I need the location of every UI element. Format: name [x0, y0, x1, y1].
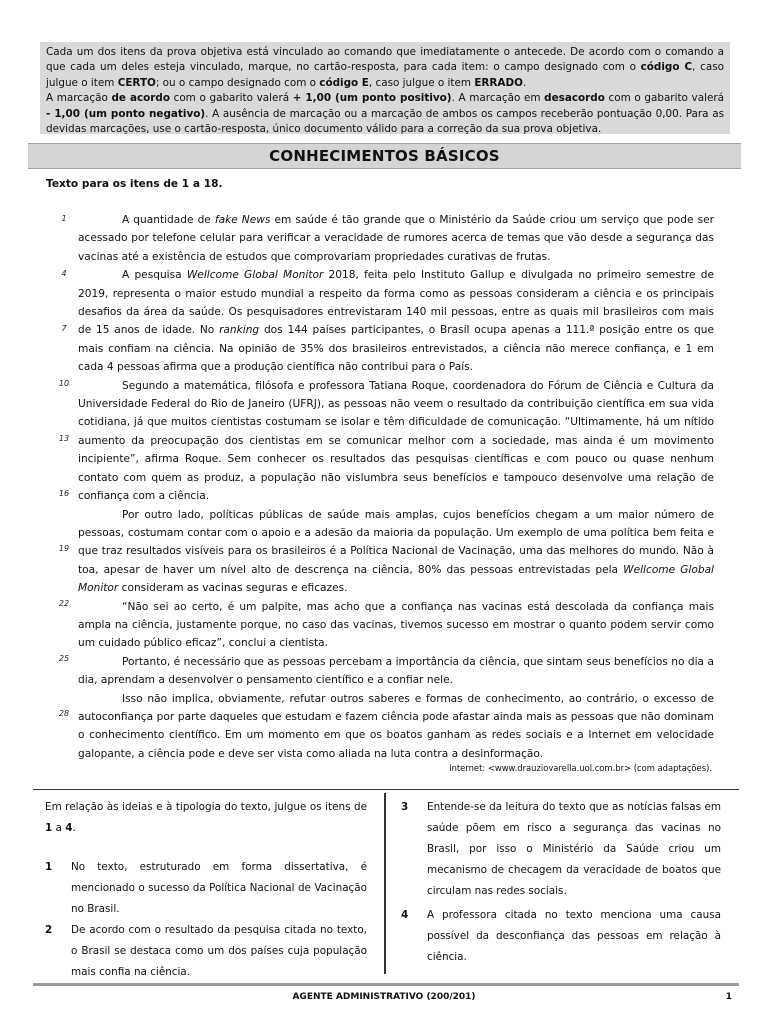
instructions-paragraph-1: Cada um dos itens da prova objetiva está vinculado ao comando que imediatamente o antecede. De acordo com o comando a que cada um deles esteja vinculado, marque, no cartão-resposta, para cada item: o campo designado com o código C, caso julgue o item CERTO; ou o campo designado com o código E, caso julgue o item ERRADO. — [46, 46, 724, 89]
question-number: 3 — [401, 801, 409, 813]
line-number: 7 — [61, 324, 67, 333]
instructions-box — [40, 42, 730, 134]
passage-paragraph: “Não sei ao certo, é um palpite, mas acho que a confiança nas vacinas está descolada da confiança mais ampla na ciência, justamente porque, no caso das vacinas, tivemos sucesso em mostrar o quanto podem servir como um cuidado público eficaz”, conclui a cientista. — [78, 600, 714, 650]
question-item — [401, 797, 721, 902]
question-item — [45, 920, 367, 983]
line-number: 28 — [58, 709, 70, 718]
passage-paragraph: Segundo a matemática, filósofa e professora Tatiana Roque, coordenadora do Fórum de Ciência e Cultura da Universidade Federal do Rio de Janeiro (UFRJ), as pessoas não veem o resultado da contribuição científica em sua vida cotidiana, já que muitos cientistas costumam se isolar e têm dificuldade de comunicação. “Ultimamente, há um nítido aumento da preocupação dos cientistas em se comunicar melhor com a sociedade, mas ainda é um movimento incipiente”, afirma Roque. Sem conhecer os resultados das pesquisas científicas e com pouco ou quase nenhum contato com quem as produz, a população não vislumbra seus benefícios e tampouco desenvolve uma relação de confiança com a ciência. — [78, 379, 714, 503]
question-item — [45, 857, 367, 920]
passage-paragraph: Por outro lado, políticas públicas de saúde mais amplas, cujos benefícios chegam a um maior número de pessoas, costumam contar com o apoio e a adesão da maioria da população. Um exemplo de uma política bem feita e que traz resultados visíveis para os brasileiros é a Política Nacional de Vacinação, uma das melhores do mundo. Não à toa, apesar de haver um nível alto de descrença na ciência, 80% das pessoas entrevistadas pela Wellcome Global Monitor consideram as vacinas seguras e eficazes. — [78, 508, 715, 595]
line-number: 13 — [58, 434, 70, 443]
source-citation: Internet: <www.drauziovarella.uol.com.br> (com adaptações). — [449, 763, 712, 773]
footer-label: AGENTE ADMINISTRATIVO (200/201) — [292, 992, 476, 1002]
question-item — [401, 905, 721, 968]
questions-right-column — [401, 797, 721, 968]
line-number: 19 — [58, 544, 70, 553]
question-text: De acordo com o resultado da pesquisa citada no texto, o Brasil se destaca como um dos países cuja população mais confia na ciência. — [71, 924, 367, 978]
question-text: A professora citada no texto menciona uma causa possível da desconfiança das pessoas em relação à ciência. — [427, 909, 721, 963]
passage-paragraph: A quantidade de fake News em saúde é tão grande que o Ministério da Saúde criou um serviço que pode ser acessado por telefone celular para verificar a veracidade de rumores acerca de temas que vão desde a segurança das vacinas até a existência de estudos que comprovariam propriedades curativas de frutas. — [78, 214, 714, 263]
passage-paragraph: A pesquisa Wellcome Global Monitor 2018, feita pelo Instituto Gallup e divulgada no primeiro semestre de 2019, representa o maior estudo mundial a respeito da forma como as pessoas consideram a ciência e os principais desafios da área da saúde. Os pesquisadores entrevistaram 140 mil pessoas, entre as quais mil brasileiros com mais de 15 anos de idade. No ranking dos 144 países participantes, o Brasil ocupa apenas a 111.ª posição entre os que mais confiam na ciência. Na opinião de 35% dos brasileiros entrevistados, a ciência não merece confiança, e 1 em cada 4 pessoas afirma que a produção científica não contribui para o País. — [78, 269, 714, 374]
questions-intro: Em relação às ideias e à tipologia do texto, julgue os itens de 1 a 4. — [45, 801, 367, 834]
line-number: 1 — [61, 214, 67, 223]
footer-divider — [33, 983, 739, 986]
question-text: Entende-se da leitura do texto que as notícias falsas em saúde põem em risco a segurança das vacinas no Brasil, por isso o Ministério da Saúde criou um mecanismo de checagem da veracidade de boatos que circulam nas redes sociais. — [427, 801, 721, 897]
passage-paragraph: Portanto, é necessário que as pessoas percebam a importância da ciência, que sintam seus benefícios no dia a dia, aprendam a desenvolver o pensamento científico e a confiar nele. — [78, 655, 714, 687]
question-number: 4 — [401, 909, 409, 921]
line-number: 25 — [58, 654, 70, 663]
question-number: 2 — [45, 924, 53, 936]
passage-paragraph: Isso não implica, obviamente, refutar outros saberes e formas de conhecimento, ao contrário, o excesso de autoconfiança por parte daqueles que estudam e fazem ciência pode afastar ainda mais as pessoas que não dominam o conhecimento científico. Em um momento em que os boatos ganham as redes sociais e a Internet em velocidade galopante, a ciência pode e deve ser vista como aliada na luta contra a desinformação. — [78, 692, 714, 760]
column-divider — [384, 793, 386, 974]
line-number: 22 — [58, 599, 70, 608]
questions-left-column — [45, 797, 367, 983]
instructions-paragraph-2: A marcação de acordo com o gabarito valerá + 1,00 (um ponto positivo). A marcação em desacordo com o gabarito valerá - 1,00 (um ponto negativo). A ausência de marcação ou a marcação de ambos os campos receberão pontuação 0,00. Para as devidas marcações, use o cartão-resposta, único documento válido para a correção da sua prova objetiva. — [46, 92, 724, 136]
text-intro: Texto para os itens de 1 a 18. — [46, 178, 223, 190]
page-number: 1 — [725, 992, 732, 1002]
passage — [78, 211, 714, 763]
question-text: No texto, estruturado em forma dissertativa, é mencionado o sucesso da Política Nacional de Vacinação no Brasil. — [71, 861, 367, 915]
line-number: 4 — [61, 269, 67, 278]
question-number: 1 — [45, 861, 53, 873]
line-number: 10 — [58, 379, 70, 388]
divider — [33, 789, 739, 790]
line-number: 16 — [58, 489, 70, 498]
section-title: CONHECIMENTOS BÁSICOS — [28, 143, 741, 169]
